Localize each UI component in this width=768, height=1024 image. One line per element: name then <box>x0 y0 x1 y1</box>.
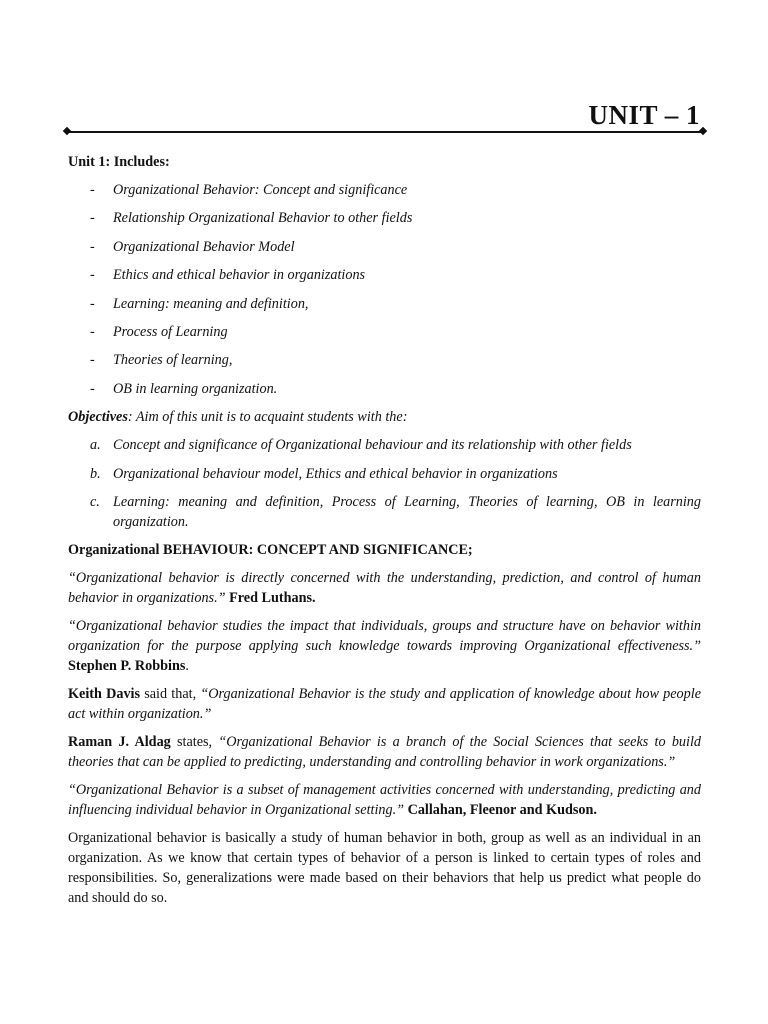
definition-tail: . <box>185 658 189 675</box>
includes-heading: Unit 1: Includes: <box>68 154 170 170</box>
list-item: - Learning: meaning and definition, <box>68 294 701 314</box>
definition-robbins <box>68 616 701 676</box>
definition-aldag <box>68 732 701 772</box>
definition-quote: “Organizational Behavior is a branch of the Social Sciences that seeks to build theories that can be applied to predicting, understanding and controlling behavior in work organizations.” <box>68 734 701 771</box>
definition-callahan <box>68 780 701 820</box>
definition-intro: said that, <box>140 686 201 703</box>
list-item-text: Learning: meaning and definition, Process of Learning, Theories of learning, OB in learning organization. <box>113 493 701 530</box>
objectives-label: Objectives <box>68 409 128 426</box>
definition-quote: “Organizational Behavior is the study and application of knowledge about how people act within organization.” <box>68 686 701 723</box>
definition-author: Stephen P. Robbins <box>68 658 186 675</box>
list-item: - Theories of learning, <box>68 350 701 370</box>
title-rule <box>66 131 704 133</box>
list-marker: a. <box>90 437 101 454</box>
definition-davis <box>68 684 701 724</box>
list-item: - Organizational Behavior Model <box>68 237 701 257</box>
definition-author: Fred Luthans. <box>229 590 316 607</box>
definition-intro: states, <box>170 734 219 751</box>
unit-title: UNIT – 1 <box>588 100 700 130</box>
list-item: - Organizational Behavior: Concept and significance <box>68 180 701 200</box>
objectives-line <box>68 407 701 427</box>
definition-quote: “Organizational behavior is directly concerned with the understanding, prediction, and control of human behavior in organizations.” <box>68 570 701 607</box>
rule-left-diamond <box>63 127 71 135</box>
definition-luthans <box>68 568 701 608</box>
definition-author: Callahan, Fleenor and Kudson. <box>407 802 597 819</box>
closing-paragraph: Organizational behavior is basically a study of human behavior in both, group as well as an individual in an organization. As we know that certain types of behavior of a person is linked to certain types of roles and responsibilities. So, generalizations were made based on their behaviors that help us predict what people do and should do so. <box>68 830 701 907</box>
rule-right-diamond <box>699 127 707 135</box>
definition-author: Keith Davis <box>68 686 141 703</box>
list-item-text: Organizational behaviour model, Ethics and ethical behavior in organizations <box>113 465 558 482</box>
section-heading: Organizational BEHAVIOUR: CONCEPT AND SIGNIFICANCE; <box>68 542 473 559</box>
list-item: - Relationship Organizational Behavior to other fields <box>68 208 701 228</box>
list-marker: c. <box>90 493 100 510</box>
objectives-list <box>68 435 701 532</box>
list-item <box>68 435 701 455</box>
list-item <box>68 464 701 484</box>
list-item: - Process of Learning <box>68 322 701 342</box>
objectives-text: : Aim of this unit is to acquaint students with the: <box>127 409 408 426</box>
definition-author: Raman J. Aldag <box>68 734 171 751</box>
list-item: - OB in learning organization. <box>68 379 701 399</box>
list-item <box>68 492 701 532</box>
content <box>68 152 701 916</box>
list-item: - Ethics and ethical behavior in organizations <box>68 265 701 285</box>
includes-list <box>68 180 701 399</box>
list-marker: b. <box>90 465 101 482</box>
definition-quote: “Organizational Behavior is a subset of management activities concerned with understanding, predicting and influencing individual behavior in Organizational setting.” <box>68 782 701 819</box>
definition-quote: “Organizational behavior studies the impact that individuals, groups and structure have on behavior within organization for the purpose applying such knowledge towards improving Organizational effectiveness.” <box>68 618 701 655</box>
list-item-text: Concept and significance of Organizational behaviour and its relationship with other fields <box>113 437 632 454</box>
